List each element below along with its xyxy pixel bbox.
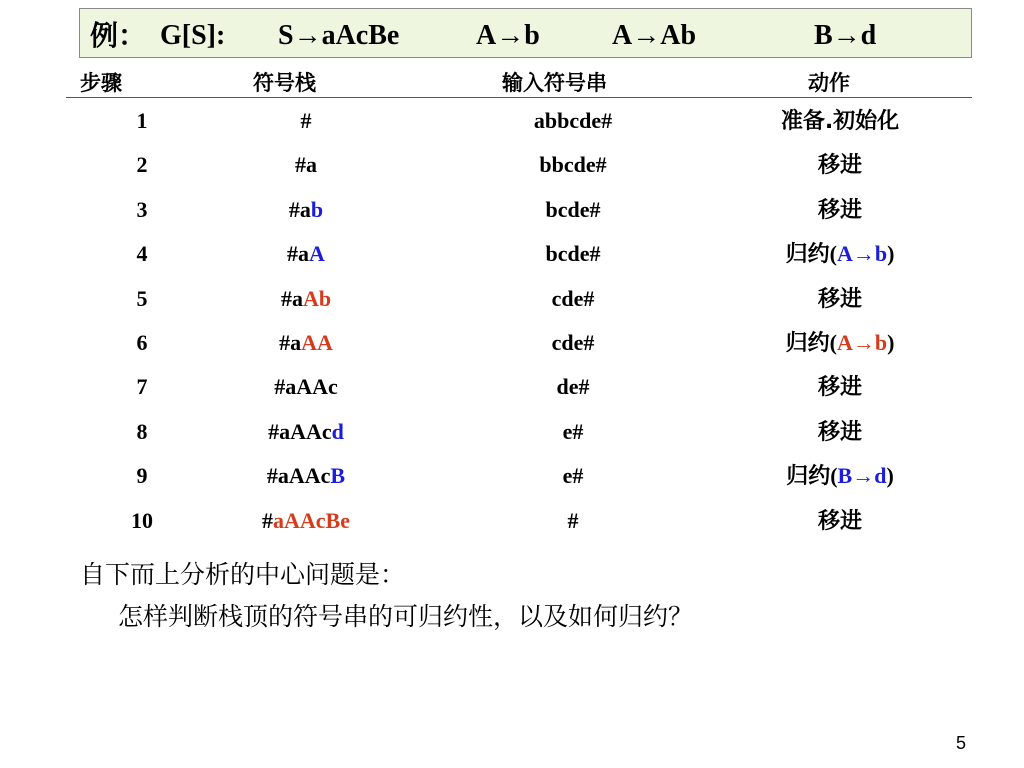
- stack-cell: [268, 418, 344, 446]
- table.rows.8.stack-part: #aAAc: [266, 463, 331, 488]
- input-cell: bcde#: [545, 241, 601, 266]
- page-number: 5: [955, 733, 966, 753]
- action-cell: [818, 507, 862, 536]
- table.rows.3.stack-part: #a: [287, 241, 310, 266]
- step-cell: 8: [136, 419, 148, 444]
- header-stack: 符号栈: [253, 71, 316, 95]
- table.rows.3.stack-part: A: [309, 241, 325, 266]
- input-cell: e#: [562, 463, 584, 488]
- action-cell: [786, 240, 895, 269]
- table.rows.2.stack-part: b: [310, 197, 324, 222]
- example-label: 例：: [90, 19, 147, 52]
- table.rows.5.action-part: (: [829, 330, 837, 355]
- table.rows.7.action-part: 移进: [817, 420, 863, 445]
- stack-cell: [287, 240, 325, 268]
- table.rows.7.stack-part: d: [331, 419, 344, 444]
- table.rows.8.action-part: B→d: [837, 463, 887, 488]
- input-cell: cde#: [551, 330, 595, 355]
- table.rows.3.action-part: A→b: [836, 241, 888, 266]
- step-cell: 9: [136, 463, 148, 488]
- action-cell: [818, 285, 862, 314]
- stack-cell: [267, 462, 345, 490]
- header-divider: [66, 97, 972, 98]
- input-cell: de#: [556, 374, 590, 399]
- stack-cell: [274, 373, 338, 401]
- stack-cell: [301, 107, 312, 135]
- stack-cell: [281, 285, 331, 313]
- table.rows.3.action-part: ): [887, 241, 895, 266]
- step-cell: 5: [136, 286, 148, 311]
- table.rows.9.action-part: 移进: [817, 509, 863, 534]
- table.rows.0.stack-part: #: [300, 108, 312, 133]
- table.rows.6.action-part: 移进: [817, 375, 863, 400]
- table.rows.9.stack-part: aAAcBe: [273, 508, 350, 533]
- table.rows.1.stack-part: #a: [295, 152, 317, 177]
- step-cell: 4: [136, 241, 148, 266]
- stack-cell: [295, 151, 317, 179]
- table.rows.3.action-part: (: [829, 241, 837, 266]
- table.rows.7.stack-part: #aAAc: [268, 419, 332, 444]
- stack-cell: [289, 196, 323, 224]
- table.rows.5.action-part: 归约: [785, 331, 830, 356]
- action-cell: [786, 462, 894, 491]
- stack-cell: [262, 507, 350, 535]
- table.rows.8.action-part: ): [886, 463, 894, 488]
- action-cell: [786, 329, 895, 358]
- step-cell: 7: [136, 374, 148, 399]
- table.rows.4.stack-part: #a: [280, 286, 303, 311]
- input-cell: e#: [562, 419, 584, 444]
- action-cell: [818, 373, 862, 402]
- header-step: 步骤: [80, 71, 122, 95]
- table.rows.1.action-part: 移进: [817, 153, 863, 178]
- summary-detail: 怎样判断栈顶的符号串的可归约性，以及如何归约？: [118, 602, 694, 631]
- table.rows.0.action-part: 准备.初始化: [780, 109, 900, 134]
- input-cell: cde#: [551, 286, 595, 311]
- header-action: 动作: [808, 71, 850, 95]
- action-cell: [818, 418, 862, 447]
- input-cell: #: [567, 508, 579, 533]
- table.rows.8.action-part: 归约: [786, 464, 831, 489]
- production-4: B→d: [814, 20, 877, 51]
- action-cell: [818, 196, 862, 225]
- grammar-name: G[S]:: [160, 20, 226, 51]
- table.rows.5.stack-part: #a: [279, 330, 302, 355]
- step-cell: 2: [136, 152, 148, 177]
- action-cell: [781, 107, 899, 136]
- table.rows.2.action-part: 移进: [817, 198, 863, 223]
- step-cell: 3: [136, 197, 148, 222]
- table.rows.8.stack-part: B: [330, 463, 346, 488]
- table.rows.6.stack-part: #aAAc: [274, 374, 338, 399]
- table.rows.2.stack-part: #a: [288, 197, 311, 222]
- table.rows.5.action-part: A→b: [836, 330, 888, 355]
- input-cell: bcde#: [545, 197, 601, 222]
- production-2: A→b: [476, 20, 540, 51]
- stack-cell: [279, 329, 333, 357]
- table.rows.5.action-part: ): [887, 330, 895, 355]
- summary-question: 自下而上分析的中心问题是：: [80, 560, 406, 589]
- table.rows.4.action-part: 移进: [817, 287, 863, 312]
- table.rows.5.stack-part: AA: [301, 330, 333, 355]
- table.rows.8.action-part: (: [830, 463, 838, 488]
- production-3: A→Ab: [612, 20, 697, 51]
- action-cell: [818, 151, 862, 180]
- table.rows.3.action-part: 归约: [785, 242, 830, 267]
- header-input: 输入符号串: [502, 71, 607, 95]
- step-cell: 1: [136, 108, 148, 133]
- table.rows.4.stack-part: Ab: [302, 286, 332, 311]
- example-grammar-box: [79, 8, 972, 58]
- table.rows.9.stack-part: #: [262, 508, 274, 533]
- input-cell: bbcde#: [539, 152, 607, 177]
- production-1: S→aAcBe: [278, 20, 400, 51]
- step-cell: 6: [136, 330, 148, 355]
- step-cell: 10: [131, 508, 153, 533]
- input-cell: abbcde#: [533, 108, 613, 133]
